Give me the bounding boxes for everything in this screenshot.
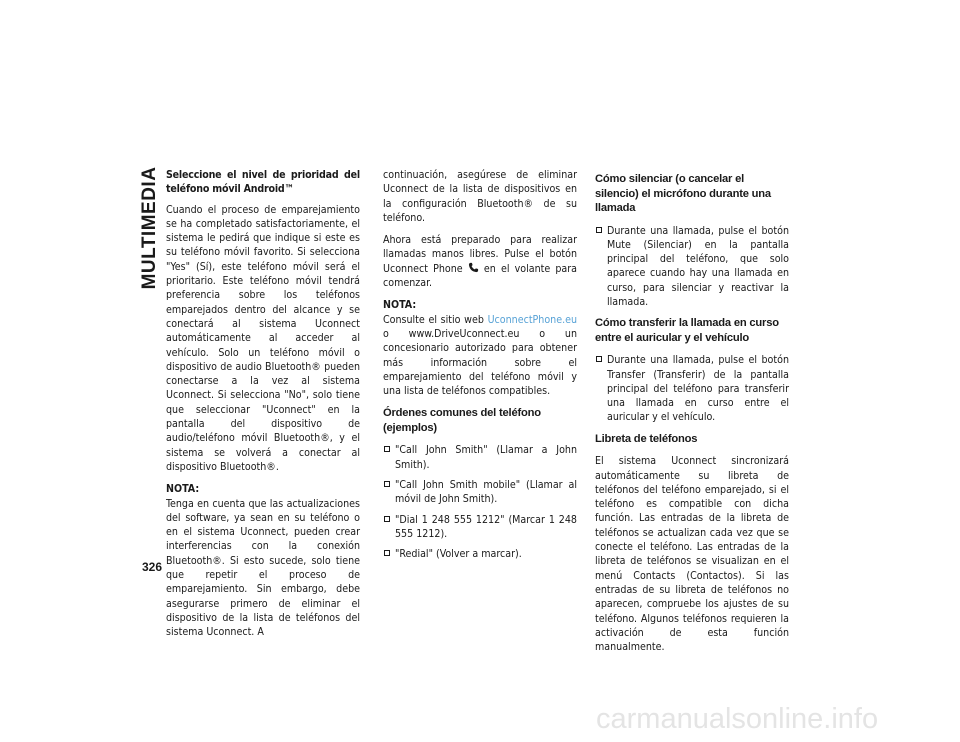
commands-list — [383, 443, 577, 561]
list-item: "Call John Smith mobile" (Llamar al móvil de John Smith). — [383, 478, 577, 507]
note-text-post: o www.DriveUconnect.eu o un concesionario autorizado para obtener más información sobre el emparejamiento del teléfono móvil y una lista de teléfonos compatibles. — [383, 327, 577, 398]
watermark: carmanualsonline.info — [596, 703, 879, 735]
handsfree-paragraph — [383, 233, 577, 290]
uconnectphone-link[interactable]: UconnectPhone.eu — [487, 313, 578, 326]
phonebook-paragraph: El sistema Uconnect sincronizará automáticamente su libreta de teléfonos del teléfono emparejado, si el teléfono es compatible con dicha función. Las entradas de la libreta de teléfonos se actualizan cada vez que se conecte el teléfono. Las entradas de la libreta de teléfonos se visualizan en el menú Contacts (Contactos). Si las entradas de su libreta de teléfonos no aparecen, compruebe los ajustes de su teléfono. Algunos teléfonos requieren la activación de esta función manualmente. — [595, 455, 789, 654]
note-text-1: Tenga en cuenta que las actualizaciones del software, ya sean en su teléfono o en el sistema Uconnect, pueden crear interferencias con la conexión Bluetooth®. Si esto sucede, solo tiene que repetir el proceso de emparejamiento. Sin embargo, debe asegurarse primero de eliminar el dispositivo de la lista de teléfonos del sistema Uconnect. A — [166, 497, 360, 639]
handsfree-text-a: Ahora está preparado para realizar llamadas manos libres. Pulse el botón Uconnect Phone — [383, 234, 577, 275]
transfer-list — [595, 353, 789, 424]
android-priority-heading: Seleccione el nivel de prioridad del teléfono móvil Android™ — [166, 169, 360, 196]
list-item: "Redial" (Volver a marcar). — [383, 547, 577, 561]
phonebook-heading: Libreta de teléfonos — [595, 432, 698, 445]
section-side-tab — [139, 168, 161, 288]
note-block-2 — [383, 298, 577, 398]
column-2 — [383, 168, 577, 569]
transfer-heading: Cómo transferir la llamada en curso entre el auricular y el vehículo — [595, 317, 779, 344]
list-item: "Dial 1 248 555 1212" (Marcar 1 248 555 1212). — [383, 513, 577, 542]
mute-heading: Cómo silenciar (o cancelar el silencio) el micrófono durante una llamada — [595, 173, 771, 214]
column-3 — [595, 168, 789, 662]
mute-list — [595, 224, 789, 310]
note-text-pre: Consulte el sitio web — [383, 313, 484, 326]
handsfree-text-b: en el volante para comenzar. — [383, 262, 577, 290]
phone-icon — [468, 262, 479, 273]
note-label-2: NOTA: — [383, 299, 417, 312]
continuation-paragraph: continuación, asegúrese de eliminar Uconnect de la lista de dispositivos en la configuración Bluetooth® de su teléfono. — [383, 169, 577, 224]
column-1 — [166, 168, 360, 648]
list-item: Durante una llamada, pulse el botón Transfer (Transferir) de la pantalla principal del teléfono para transferir una llamada en curso entre el auricular y el vehículo. — [595, 353, 789, 424]
list-item: "Call John Smith" (Llamar a John Smith). — [383, 443, 577, 472]
note-label-1: NOTA: — [166, 483, 200, 496]
page-number: 326 — [142, 560, 163, 574]
pairing-paragraph: Cuando el proceso de emparejamiento se ha completado satisfactoriamente, el sistema le pedirá que indique si este es su teléfono móvil favorito. Si selecciona "Yes" (Sí), este teléfono móvil será el prioritario. Este teléfono móvil tendrá preferencia sobre los teléfonos emparejados dentro del alcance y se conectará al sistema Uconnect automáticamente al acceder al vehículo. Solo un teléfono móvil o dispositivo de audio Bluetooth® pueden conectarse a la vez al sistema Uconnect. Si selecciona "No", solo tiene que seleccionar "Uconnect" en la pantalla del dispositivo de audio/teléfono móvil Bluetooth®, y el sistema se volverá a conectar al dispositivo Bluetooth®. — [166, 203, 360, 473]
list-item: Durante una llamada, pulse el botón Mute (Silenciar) en la pantalla principal del teléfono, que solo aparece cuando hay una llamada en curso, para silenciar y reactivar la llamada. — [595, 224, 789, 310]
section-side-tab-label: MULTIMEDIA — [139, 166, 160, 290]
note-block-1 — [166, 482, 360, 639]
common-commands-heading: Órdenes comunes del teléfono (ejemplos) — [383, 407, 541, 434]
